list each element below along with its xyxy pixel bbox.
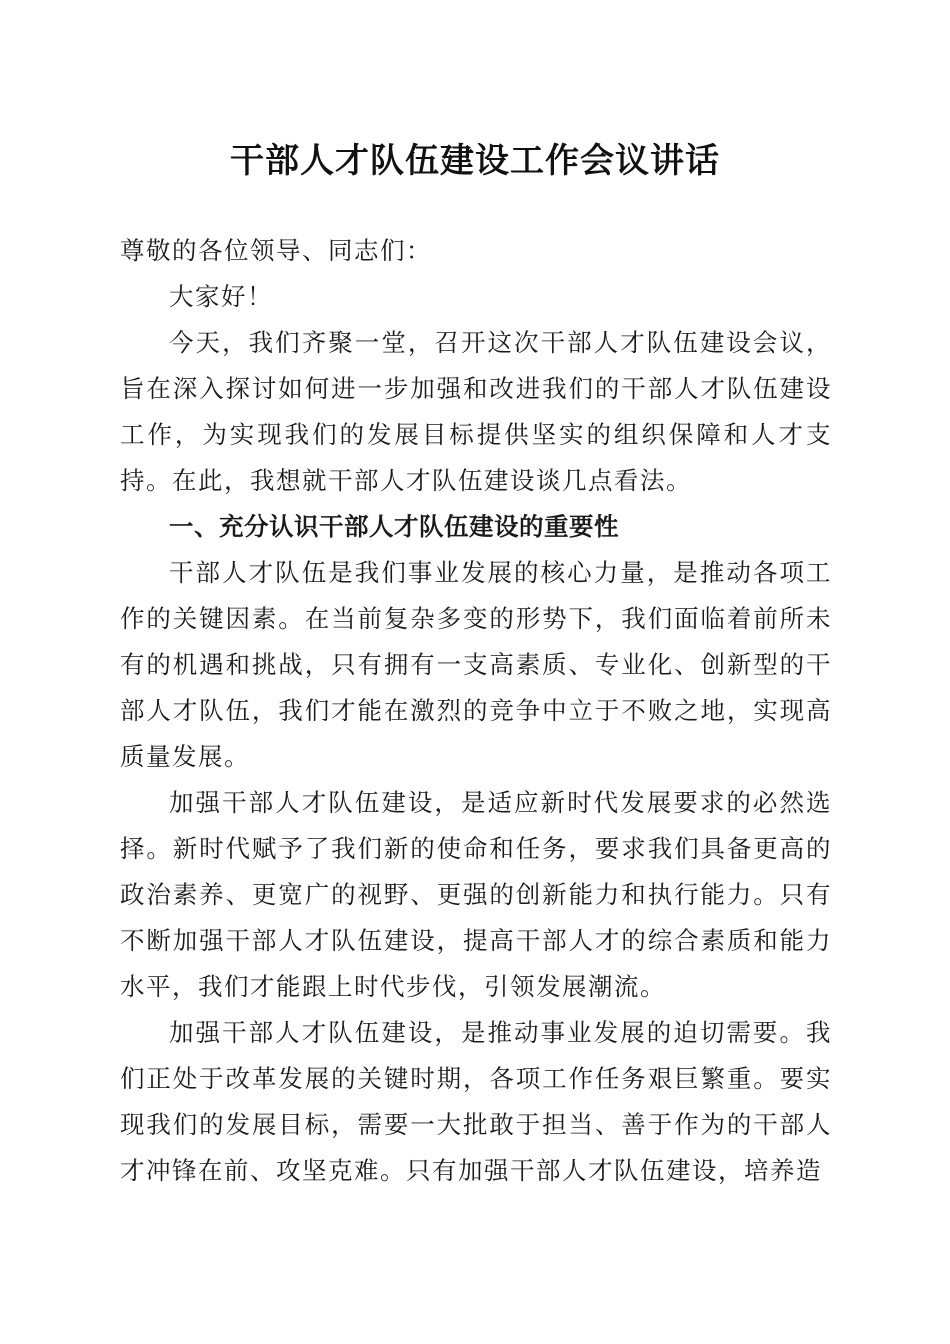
paragraph: 干部人才队伍是我们事业发展的核心力量，是推动各项工作的关键因素。在当前复杂多变的形势下，我们面临着前所未有的机遇和挑战，只有拥有一支高素质、专业化、创新型的干部人才队伍，我们才能在激烈的竞争中立于不败之地，实现高质量发展。: [120, 558, 832, 771]
paragraph: 加强干部人才队伍建设，是适应新时代发展要求的必然选择。新时代赋予了我们新的使命和任务，要求我们具备更高的政治素养、更宽广的视野、更强的创新能力和执行能力。只有不断加强干部人才队伍建设，提高干部人才的综合素质和能力水平，我们才能跟上时代步伐，引领发展潮流。: [120, 788, 832, 1001]
section-heading: 一、充分认识干部人才队伍建设的重要性: [169, 512, 619, 541]
greeting: 大家好！: [169, 282, 273, 311]
document-body: [120, 228, 832, 1194]
document-title: 干部人才队伍建设工作会议讲话: [230, 141, 720, 181]
intro-paragraph: 今天，我们齐聚一堂，召开这次干部人才队伍建设会议，旨在深入探讨如何进一步加强和改进我们的干部人才队伍建设工作，为实现我们的发展目标提供坚实的组织保障和人才支持。在此，我想就干部人才队伍建设谈几点看法。: [120, 328, 832, 495]
paragraph: 加强干部人才队伍建设，是推动事业发展的迫切需要。我们正处于改革发展的关键时期，各项工作任务艰巨繁重。要实现我们的发展目标，需要一大批敢于担当、善于作为的干部人才冲锋在前、攻坚克难。只有加强干部人才队伍建设，培养造: [120, 1018, 832, 1185]
salutation: 尊敬的各位领导、同志们：: [120, 236, 432, 265]
